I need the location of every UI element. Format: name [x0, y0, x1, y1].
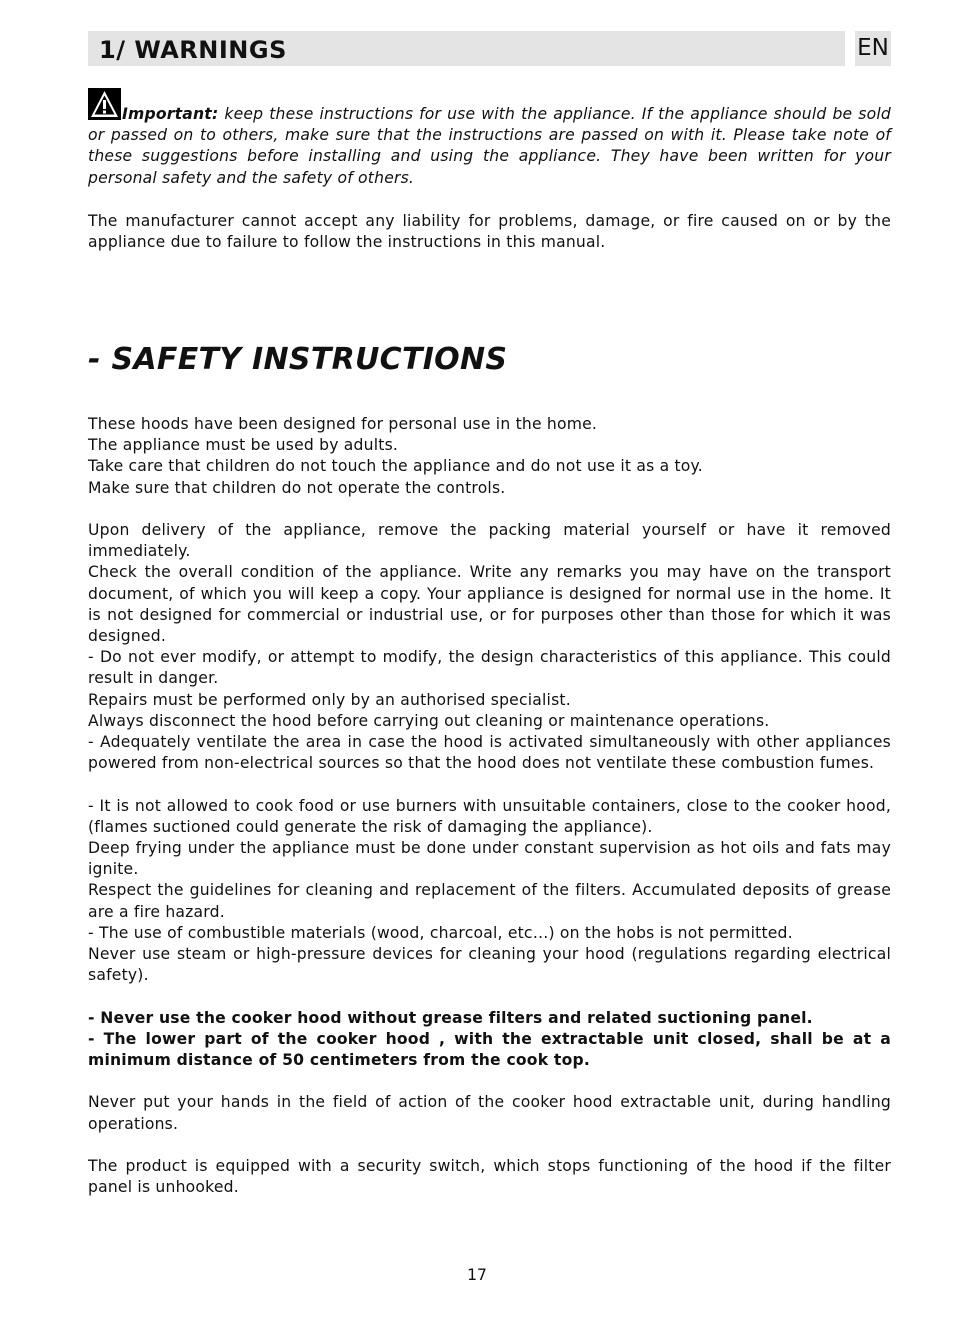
safety-instructions-title: - SAFETY INSTRUCTIONS: [88, 342, 508, 377]
safety-line: Make sure that children do not operate the controls.: [88, 478, 506, 497]
safety-line: - The use of combustible materials (wood, charcoal, etc…) on the hobs is not permitted.: [88, 923, 793, 942]
hands-warning: Never put your hands in the field of action of the cooker hood extractable unit, during handling operations.: [88, 1093, 891, 1133]
safety-line: Take care that children do not touch the appliance and do not use it as a toy.: [88, 457, 703, 476]
liability-paragraph: [88, 211, 891, 253]
safety-line: Check the overall condition of the appliance. Write any remarks you may have on the transport document, of which you will keep a copy. Your appliance is designed for normal use in the home. It is not designed for commercial or industrial use, or for purposes other than those for which it was designed.: [88, 563, 891, 646]
important-label: Important:: [122, 105, 219, 123]
safety-line: - Adequately ventilate the area in case the hood is activated simultaneously with other appliances powered from non-electrical sources so that the hood does not ventilate these combustion fumes.: [88, 733, 891, 773]
safety-line: - It is not allowed to cook food or use burners with unsuitable containers, close to the cooker hood, (flames suctioned could generate the risk of damaging the appliance).: [88, 796, 891, 836]
safety-line: Always disconnect the hood before carrying out cleaning or maintenance operations.: [88, 711, 770, 730]
safety-line: Repairs must be performed only by an authorised specialist.: [88, 690, 571, 709]
page-number: 17: [467, 1266, 487, 1284]
safety-line: Upon delivery of the appliance, remove the packing material yourself or have it removed immediately.: [88, 521, 891, 561]
bold-warning: - Never use the cooker hood without grease filters and related suctioning panel.: [88, 1008, 813, 1027]
safety-line: These hoods have been designed for personal use in the home.: [88, 415, 598, 433]
safety-line: Deep frying under the appliance must be done under constant supervision as hot oils and fats may ignite.: [88, 839, 891, 879]
safety-line: Never use steam or high-pressure devices for cleaning your hood (regulations regarding electrical safety).: [88, 945, 891, 985]
bold-warning: - The lower part of the cooker hood , with the extractable unit closed, shall be at a minimum distance of 50 centimeters from the cook top.: [88, 1029, 891, 1070]
liability-text: The manufacturer cannot accept any liability for problems, damage, or fire caused on or by the appliance due to failure to follow the instructions in this manual.: [88, 212, 891, 252]
safety-line: The appliance must be used by adults.: [88, 436, 399, 455]
important-note: [88, 104, 891, 189]
safety-body: [88, 414, 891, 1198]
section-title-warnings: 1/ WARNINGS: [99, 36, 287, 64]
security-switch-note: The product is equipped with a security switch, which stops functioning of the hood if the filter panel is unhooked.: [88, 1157, 891, 1197]
language-badge: EN: [855, 31, 891, 66]
important-text: keep these instructions for use with the appliance. If the appliance should be sold or passed on to others, make sure that the instructions are passed on with it. Please take note of these suggestions before installing and using the appliance. They have been written for your personal safety and the safety of others.: [88, 105, 891, 187]
safety-line: Respect the guidelines for cleaning and replacement of the filters. Accumulated deposits of grease are a fire hazard.: [88, 881, 891, 921]
safety-line: - Do not ever modify, or attempt to modify, the design characteristics of this appliance. This could result in danger.: [88, 648, 891, 688]
